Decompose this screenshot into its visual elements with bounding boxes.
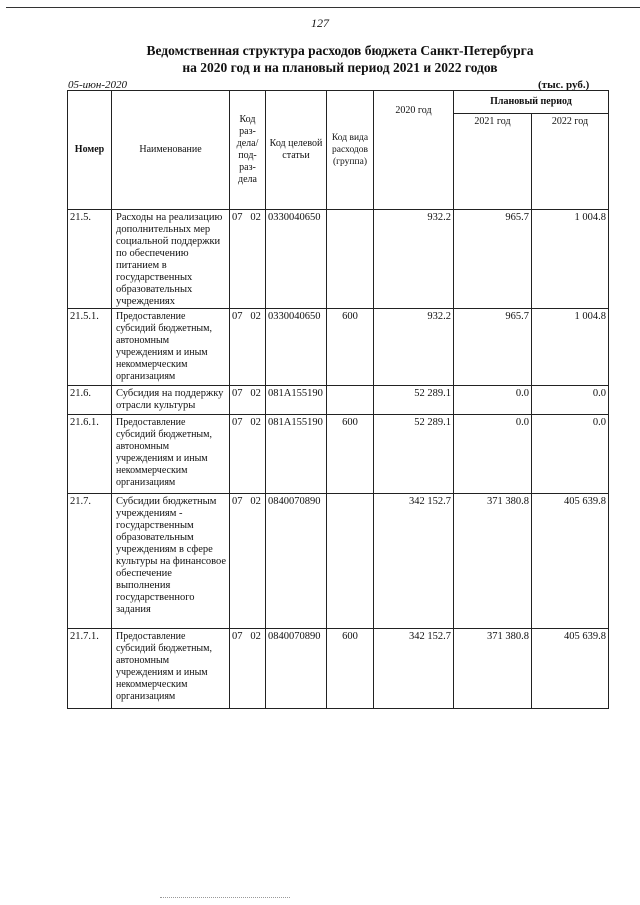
title-line-1: Ведомственная структура расходов бюджета Санкт-Петербурга xyxy=(146,43,534,58)
budget-table xyxy=(67,90,609,709)
row-kind-code xyxy=(327,494,374,629)
row-value-2021: 0.0 xyxy=(454,386,532,415)
header-2020: 2020 год xyxy=(374,91,454,210)
header-section: Код раз- дела/ под- раз- дела xyxy=(230,91,266,210)
row-value-2020: 52 289.1 xyxy=(374,386,454,415)
table-row xyxy=(68,386,609,415)
row-value-2022: 1 004.8 xyxy=(532,309,609,386)
subsection-code: 02 xyxy=(250,631,261,642)
section-code: 07 xyxy=(232,496,243,507)
row-value-2022: 0.0 xyxy=(532,415,609,494)
table-row xyxy=(68,210,609,309)
row-name: Субсидия на поддержку отрасли культуры xyxy=(112,386,230,415)
header-kind: Код вида расходов (группа) xyxy=(327,91,374,210)
row-value-2021: 0.0 xyxy=(454,415,532,494)
table-row xyxy=(68,309,609,386)
row-number: 21.6.1. xyxy=(68,415,112,494)
row-section xyxy=(230,629,266,709)
row-target-code: 0330040650 xyxy=(266,309,327,386)
units-label: (тыс. руб.) xyxy=(538,79,590,91)
row-target-code: 0330040650 xyxy=(266,210,327,309)
header-name: Наименование xyxy=(112,91,230,210)
bottom-rule xyxy=(160,897,290,898)
row-value-2021: 965.7 xyxy=(454,309,532,386)
top-rule xyxy=(6,7,640,8)
row-name: Предоставление субсидий бюджетным, автономным учреждениям и иным некоммерческим организациям xyxy=(112,309,230,386)
row-value-2020: 932.2 xyxy=(374,309,454,386)
row-value-2022: 0.0 xyxy=(532,386,609,415)
row-kind-code: 600 xyxy=(327,309,374,386)
row-kind-code: 600 xyxy=(327,415,374,494)
row-value-2020: 932.2 xyxy=(374,210,454,309)
table-row xyxy=(68,494,609,629)
row-kind-code xyxy=(327,386,374,415)
header-2021: 2021 год xyxy=(454,114,532,210)
row-number: 21.7. xyxy=(68,494,112,629)
row-target-code: 081A155190 xyxy=(266,386,327,415)
row-target-code: 0840070890 xyxy=(266,629,327,709)
row-target-code: 0840070890 xyxy=(266,494,327,629)
header-target: Код целевой статьи xyxy=(266,91,327,210)
header-planned-period: Плановый период xyxy=(454,91,609,114)
subsection-code: 02 xyxy=(250,388,261,399)
row-number: 21.5. xyxy=(68,210,112,309)
row-number: 21.7.1. xyxy=(68,629,112,709)
subsection-code: 02 xyxy=(250,496,261,507)
document-date: 05-июн-2020 xyxy=(68,79,128,91)
row-number: 21.6. xyxy=(68,386,112,415)
row-value-2020: 342 152.7 xyxy=(374,494,454,629)
row-kind-code: 600 xyxy=(327,629,374,709)
row-kind-code xyxy=(327,210,374,309)
title-line-2: на 2020 год и на плановый период 2021 и 2022 годов xyxy=(182,60,498,75)
document-title xyxy=(110,42,570,76)
row-value-2022: 405 639.8 xyxy=(532,494,609,629)
subsection-code: 02 xyxy=(250,212,261,223)
section-code: 07 xyxy=(232,388,243,399)
row-name: Субсидии бюджетным учреждениям - государственным образовательным учреждениям в сфере культуры на финансовое обеспечение выполнения государственного задания xyxy=(112,494,230,629)
header-number: Номер xyxy=(68,91,112,210)
row-value-2021: 371 380.8 xyxy=(454,629,532,709)
section-code: 07 xyxy=(232,311,243,322)
row-number: 21.5.1. xyxy=(68,309,112,386)
row-section xyxy=(230,415,266,494)
row-section xyxy=(230,494,266,629)
row-value-2022: 405 639.8 xyxy=(532,629,609,709)
row-value-2022: 1 004.8 xyxy=(532,210,609,309)
section-code: 07 xyxy=(232,212,243,223)
row-value-2020: 52 289.1 xyxy=(374,415,454,494)
row-target-code: 081A155190 xyxy=(266,415,327,494)
section-code: 07 xyxy=(232,631,243,642)
row-name: Расходы на реализацию дополнительных мер социальной поддержки по обеспечению питанием в государственных образовательных учреждениях xyxy=(112,210,230,309)
row-value-2021: 965.7 xyxy=(454,210,532,309)
subsection-code: 02 xyxy=(250,311,261,322)
row-name: Предоставление субсидий бюджетным, автономным учреждениям и иным некоммерческим организациям xyxy=(112,415,230,494)
row-section xyxy=(230,309,266,386)
subsection-code: 02 xyxy=(250,417,261,428)
row-name: Предоставление субсидий бюджетным, автономным учреждениям и иным некоммерческим организациям xyxy=(112,629,230,709)
row-section xyxy=(230,210,266,309)
section-code: 07 xyxy=(232,417,243,428)
table-row xyxy=(68,415,609,494)
page-number: 127 xyxy=(311,16,329,30)
table-row xyxy=(68,629,609,709)
row-value-2021: 371 380.8 xyxy=(454,494,532,629)
header-2022: 2022 год xyxy=(532,114,609,210)
row-section xyxy=(230,386,266,415)
row-value-2020: 342 152.7 xyxy=(374,629,454,709)
